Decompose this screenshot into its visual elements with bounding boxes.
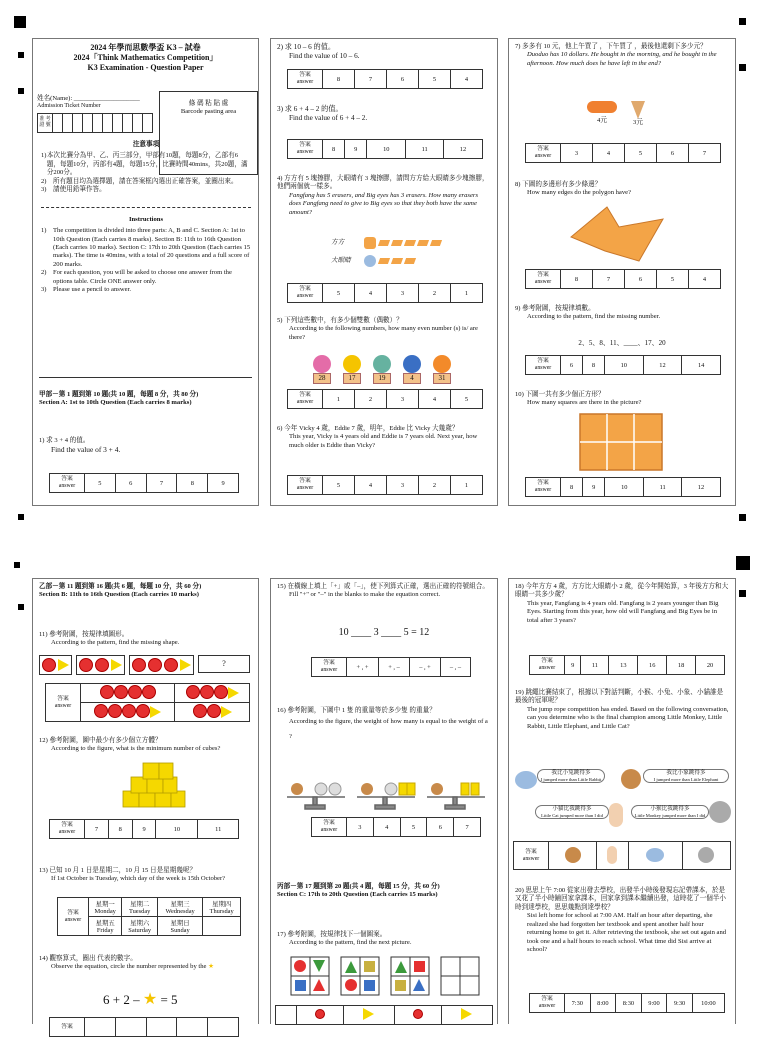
option-q2[interactable]: 6 <box>387 70 419 89</box>
notes-zh: 1) 本次比賽分為甲、乙、丙三部分，甲部有10題，每題8分，乙部有6題，每題10分，丙部有4題，每題15分，比賽時間40mins，共20題，滿分200分。 2) 所有題目均為選擇題，請在答案框內選出正確答案，並圈出來。 3) 請使用鉛筆作答。 <box>41 152 248 194</box>
answer-row-q5: 答案 answer 1 2 3 4 5 <box>287 389 483 409</box>
option-q3[interactable]: 8 <box>323 140 345 159</box>
question-9: 9) 參考附圖，按規律填數。 According to the pattern, find the missing number. <box>515 305 661 321</box>
rabbit-icon <box>607 846 617 864</box>
option-q4[interactable]: 5 <box>323 284 355 303</box>
elephant-icon <box>515 771 537 789</box>
option-q18[interactable]: 9 <box>565 656 581 675</box>
option-q20[interactable]: 9:30 <box>667 994 693 1013</box>
option-q15[interactable]: + , – <box>379 658 410 677</box>
option-q5[interactable]: 3 <box>387 390 419 409</box>
page-questions-11-14 <box>32 578 259 1030</box>
option-q11[interactable] <box>175 684 250 703</box>
notes-box <box>37 139 255 375</box>
option-q6[interactable]: 3 <box>387 476 419 495</box>
option-q4[interactable]: 3 <box>387 284 419 303</box>
eraser-icon <box>391 258 403 264</box>
option-q3[interactable]: 12 <box>444 140 483 159</box>
question-16: 16) 參考附圖，下圖中 1 隻 的重量等於多少隻 的重量？ According to the figure, the weight of how many is equal to the weight of a ? <box>277 707 488 740</box>
option-q10[interactable]: 11 <box>644 478 682 497</box>
question-5: 5) 下列這些數中，有多少個雙數（偶數）？ According to the following numbers, how many even number (s) is/ are there? <box>277 317 478 341</box>
option-q20[interactable]: 7:30 <box>565 994 591 1013</box>
option-q20[interactable]: 10:00 <box>692 994 724 1013</box>
option-q9[interactable]: 8 <box>582 356 604 375</box>
registration-mark <box>736 556 750 570</box>
option-q19[interactable] <box>549 842 597 870</box>
answer-row-q6: 答案 answer 5 4 3 2 1 <box>287 475 483 495</box>
option-q20[interactable]: 9:00 <box>641 994 667 1013</box>
question-20: 20) 思思上午 7:00 從家出發去學校，出發半小時後發現忘記帶課本，於是又花了半小時鋪回家拿課本，回家拿到課本繼續出發，這時花了一個半小時到達學校，思思幾點到達學校？ Sisi left home for school at 7:00 AM. Half an hour after departing, she realized she had forgotten her textbook and spent another half hour returning home to get it. After retrieving the textbook, she set out again and took one and a half hours to reach school. What time did Sisi arrive at school? <box>515 887 727 954</box>
ticket-label: Admission Ticket Number <box>37 103 101 110</box>
cube-stack-figure <box>119 759 189 815</box>
answer-row-q7: 答案 answer 3 4 5 6 7 <box>525 143 721 163</box>
option-q4[interactable]: 1 <box>451 284 483 303</box>
registration-mark <box>739 64 746 71</box>
answer-row-q19: 答案 answer <box>513 841 731 870</box>
title-zh: 2024 年學而思數學盃 K3 – 試卷 <box>90 43 201 52</box>
option-q6[interactable]: 1 <box>451 476 483 495</box>
dialogue-figure: 我比小兔跳得多 I jumped more than Little Rabbit 我比小象跳得多 I jumped more than Little Elephant 小貓比我跳得多 Little Cat jumped more than I did 小猴比我跳得多 Little Monkey jumped more than I did <box>513 767 733 837</box>
eraser-icon <box>404 240 416 246</box>
monster-icon <box>433 355 451 373</box>
registration-mark <box>14 16 26 28</box>
option-q18[interactable]: 20 <box>696 656 725 675</box>
option-q7[interactable]: 6 <box>657 144 689 163</box>
food-prices: 4元 3元 <box>587 101 645 127</box>
page-questions-18-20 <box>508 578 736 1024</box>
option-q3[interactable]: 9 <box>345 140 367 159</box>
question-14: 14) 觀察算式，圈出 代表的數字。 Observe the equation, circle the number represented by the ★ <box>39 955 215 971</box>
notes-en: 1) The competition is divided into three parts: A, B and C. Section A: 1st to 10th Question (Each carries 8 marks). Section B: 11th to 16th Question (Each carries 10 marks). Section C: 17th to 20th Question (Each carries 15 marks). The time is 40mins, with a total of 20 questions and a full score of 200 marks. 2) For each question, you will be asked to choose one answer from the options table. Circle ONE answer only. 3) Please use a pencil to answer. <box>41 227 251 294</box>
option-q12[interactable]: 7 <box>85 820 109 839</box>
number-sequence: 2、5、8、11、____、17、20 <box>578 339 666 347</box>
question-4: 4) 方方有 5 塊擦膠，大眼睛有 3 塊擦膠，請問方方給大眼睛多少塊擦膠，他們兩個就一樣多。 Fangfang has 5 erasers, and Big eyes has 3 erasers. How many erasers does Fangfang need to give to Big eyes so that they both have the same amount? <box>277 175 489 216</box>
speech-bubble-text: 我比小兔跳得多 <box>551 770 591 776</box>
option-q2[interactable]: 4 <box>451 70 483 89</box>
option-q5[interactable]: 2 <box>355 390 387 409</box>
option-q2[interactable]: 8 <box>323 70 355 89</box>
registration-mark <box>739 590 746 597</box>
title-en-2: K3 Examination - Question Paper <box>87 63 204 73</box>
ice-cream-icon <box>631 101 645 119</box>
red-circle-icon <box>42 658 56 672</box>
option-q5[interactable]: 5 <box>451 390 483 409</box>
barcode-area: 條 碼 粘 貼 處 Barcode pasting area <box>159 91 258 175</box>
character-icon <box>364 255 376 267</box>
answer-row-q8: 答案 answer 8 7 6 5 4 <box>525 269 721 289</box>
monkey-icon <box>565 847 581 863</box>
question-1: 1) 求 3 + 4 的值。 Find the value of 3 + 4. <box>39 437 121 455</box>
option-q7[interactable]: 7 <box>689 144 721 163</box>
option-q10[interactable]: 8 <box>561 478 583 497</box>
option-q19[interactable] <box>682 842 730 870</box>
answer-row-q9: 答案 answer 6 8 10 12 14 <box>525 355 721 375</box>
option-q3[interactable]: 10 <box>367 140 406 159</box>
option-q11[interactable] <box>175 703 250 722</box>
question-3: 3) 求 6 + 4 – 2 的值。 Find the value of 6 + 4 – 2. <box>277 105 368 123</box>
eraser-icon <box>404 258 416 264</box>
hotdog-icon <box>587 101 617 113</box>
answer-row-q4: 答案 answer 5 4 3 2 1 <box>287 283 483 303</box>
cat-icon <box>709 801 731 823</box>
page-cover <box>32 38 259 506</box>
ticket-number-grid[interactable]: 准 考 證 號 <box>37 113 153 133</box>
option-q19[interactable] <box>628 842 682 870</box>
monkey-icon <box>621 769 641 789</box>
option-q13[interactable]: 星期六 Saturday <box>122 917 158 936</box>
option-q18[interactable]: 16 <box>638 656 667 675</box>
monster-icon <box>313 355 331 373</box>
cat-icon <box>698 847 714 863</box>
eraser-icon <box>378 240 390 246</box>
option-q13[interactable]: 星期二 Tuesday <box>122 898 158 917</box>
option-q16[interactable]: 4 <box>373 818 400 837</box>
option-q20[interactable]: 8:00 <box>590 994 616 1013</box>
option-q2[interactable]: 7 <box>355 70 387 89</box>
question-6: 6) 今年 Vicky 4 歲，Eddie 7 歲，明年，Eddie 比 Vicky 大幾歲？ This year, Vicky is 4 years old and Eddie is 7 years old. Next year, how much older is Eddie than Vicky? <box>277 425 478 449</box>
answer-row-q12: 答案 answer 7 8 9 10 11 <box>49 819 239 839</box>
red-circle-icon <box>79 658 93 672</box>
balance-scales-figure <box>281 767 491 813</box>
option-q10[interactable]: 9 <box>583 478 605 497</box>
option-q1[interactable]: 5 <box>85 474 116 493</box>
option-q10[interactable]: 12 <box>682 478 721 497</box>
option-q7[interactable]: 4 <box>593 144 625 163</box>
question-18: 18) 今年方方 4 歲，方方比大眼睛小 2 歲，從今年開始算，3 年後方方和大眼睛一共多少歲？ This year, Fangfang is 4 years old. Fangfang is 2 years younger than Big Eyes. Starting from this year, how old will Fangfang and Big Eyes be in total after 3 years? <box>515 583 729 624</box>
option-q8[interactable]: 5 <box>657 270 689 289</box>
option-q17[interactable] <box>394 1006 441 1025</box>
star-icon: ★ <box>208 963 215 971</box>
question-7: 7) 多多有 10 元，他上午買了 ，下午買了 ，最後他還剩下多少元？ Duoduo has 10 dollars. He bought in the morning, and he bought in the afternoon. How much does he have left in the end? <box>515 43 717 67</box>
option-q7[interactable]: 5 <box>625 144 657 163</box>
option-q8[interactable]: 6 <box>625 270 657 289</box>
monster-icon <box>403 355 421 373</box>
speech-bubble-text: 小猴比我跳得多 <box>650 806 690 812</box>
option-q13[interactable]: 星期四 Thursday <box>203 898 241 917</box>
red-circle-icon <box>95 658 109 672</box>
option-q5[interactable]: 1 <box>323 390 355 409</box>
character-icon <box>364 237 376 249</box>
answer-row-q3: 答案 answer 8 9 10 11 12 <box>287 139 483 159</box>
answer-row-q14: 答案 <box>49 1017 239 1037</box>
yellow-triangle-icon <box>111 659 122 671</box>
option-q1[interactable]: 6 <box>115 474 146 493</box>
option-q6[interactable]: 4 <box>355 476 387 495</box>
option-q15[interactable]: – , + <box>410 658 441 677</box>
option-q8[interactable]: 7 <box>593 270 625 289</box>
red-circle-icon <box>148 658 162 672</box>
monster-numbers: 28 17 19 4 31 <box>313 355 451 384</box>
option-q5[interactable]: 4 <box>419 390 451 409</box>
option-q8[interactable]: 8 <box>561 270 593 289</box>
question-15: 15) 在橫線上填上「+」或「–」，使下列算式正確，選出正確的符號組合。 Fill "+" or "–" in the blanks to make the equation correct. <box>277 583 489 599</box>
shape-pattern <box>39 655 250 675</box>
option-q15[interactable]: + , + <box>347 658 379 677</box>
registration-mark <box>14 562 20 568</box>
question-12: 12) 參考附圖，圖中最少有多少個立方體？ According to the figure, what is the minimum number of cubes? <box>39 737 221 753</box>
answer-row-q1: 答案 answer 5 6 7 8 9 <box>49 473 239 493</box>
star-icon: ★ <box>142 991 158 1008</box>
registration-mark <box>739 18 746 25</box>
eraser-icon <box>391 240 403 246</box>
eraser-icon <box>378 258 390 264</box>
option-q10[interactable]: 10 <box>605 478 644 497</box>
question-17: 17) 參考附圖，按規律找下一個圖案。 According to the pattern, find the next picture. <box>277 931 412 947</box>
eraser-figure: 方方 大眼睛 <box>331 235 441 271</box>
notes-title: 注意事項 <box>132 141 160 148</box>
option-q12[interactable]: 10 <box>156 820 198 839</box>
option-q4[interactable]: 2 <box>419 284 451 303</box>
section-b-heading: 乙部－第 11 題到第 16 題(共 6 題，每題 10 分，共 60 分) Section B: 11th to 16th Question (Each carries 10 marks) <box>39 583 202 599</box>
speech-bubble-text: 我比小象跳得多 <box>666 770 706 776</box>
option-q9[interactable]: 6 <box>561 356 583 375</box>
page-questions-2-6 <box>270 38 498 506</box>
option-q16[interactable]: 6 <box>427 818 454 837</box>
option-q13[interactable]: 星期一 Monday <box>89 898 122 917</box>
registration-mark <box>18 604 24 610</box>
option-q1[interactable]: 7 <box>146 474 177 493</box>
option-q1[interactable]: 8 <box>177 474 208 493</box>
option-q13[interactable]: 星期五 Friday <box>89 917 122 936</box>
option-q4[interactable]: 4 <box>355 284 387 303</box>
rabbit-icon <box>609 803 623 827</box>
page-questions-15-17 <box>270 578 498 1024</box>
option-q16[interactable]: 3 <box>347 818 374 837</box>
registration-mark <box>739 514 746 521</box>
page-questions-7-10 <box>508 38 736 506</box>
option-q17[interactable] <box>441 1006 492 1025</box>
question-10: 10) 下圖一共有多少個正方形？ How many squares are there in the picture? <box>515 391 642 407</box>
section-c-heading: 丙部－第 17 題到第 20 題(共 4 題，每題 15 分，共 60 分) Section C: 17th to 20th Question (Each carries 15 marks) <box>277 883 440 899</box>
question-13: 13) 已知 10 月 1 日是星期二，10 月 15 日是星期幾呢？ If 1st October is Tuesday, which day of the week is 15th October? <box>39 867 226 883</box>
answer-row-q15: 答案 answer + , + + , – – , + – , – <box>311 657 471 677</box>
registration-mark <box>18 88 24 94</box>
instructions-title: Instructions <box>128 215 164 223</box>
option-q18[interactable]: 18 <box>667 656 696 675</box>
option-q7[interactable]: 3 <box>561 144 593 163</box>
yellow-triangle-icon <box>180 659 191 671</box>
answer-row-q2: 答案 answer 8 7 6 5 4 <box>287 69 483 89</box>
option-q17[interactable] <box>343 1006 394 1025</box>
option-q9[interactable]: 12 <box>643 356 682 375</box>
eraser-icon <box>417 240 429 246</box>
option-q17[interactable] <box>297 1006 344 1025</box>
option-q13[interactable]: 星期三 Wednesday <box>157 898 202 917</box>
polygon-figure <box>567 205 667 265</box>
option-q11[interactable] <box>81 703 175 722</box>
option-q9[interactable]: 10 <box>604 356 643 375</box>
option-q2[interactable]: 5 <box>419 70 451 89</box>
registration-mark <box>18 514 24 520</box>
speech-bubble-text: 小貓比我跳得多 <box>552 806 592 812</box>
star-equation: 6 + 2 – ★ = 5 <box>103 991 178 1008</box>
option-q9[interactable]: 14 <box>682 356 721 375</box>
answer-row-q17 <box>275 1005 493 1025</box>
option-q6[interactable]: 2 <box>419 476 451 495</box>
question-19: 19) 跳繩比賽結束了，根據以下對話判斷，小猴、小兔、小象、小貓誰是最後的冠軍呢？ The jump rope competition has ended. Based on the following conversation, can you determine who is the final champion among Little Monkey, Little Rabbit, Little Elephant, and Little Cat? <box>515 689 729 730</box>
title-en: 2024「Think Mathematics Competition」 <box>73 53 218 63</box>
question-2: 2) 求 10 – 6 的值。 Find the value of 10 – 6. <box>277 43 360 61</box>
option-q15[interactable]: – , – <box>440 658 470 677</box>
option-q16[interactable]: 7 <box>454 818 481 837</box>
red-circle-icon <box>164 658 178 672</box>
answer-row-q13: 答案 answer 星期一 Monday 星期二 Tuesday 星期三 Wednesday 星期四 Thursday 星期五 Friday 星期六 Saturday 星期日 Sunday <box>57 897 241 936</box>
monster-icon <box>343 355 361 373</box>
missing-shape: ? <box>222 659 226 668</box>
question-8: 8) 下圖的多邊形有多少條邊？ How many edges do the polygon have? <box>515 181 632 197</box>
option-q11[interactable] <box>81 684 175 703</box>
registration-mark <box>18 52 24 58</box>
yellow-triangle-icon <box>58 659 69 671</box>
square-grid-figure <box>579 413 663 473</box>
option-q20[interactable]: 8:30 <box>616 994 642 1013</box>
red-circle-icon <box>132 658 146 672</box>
answer-row-q11: 答案 answer <box>45 683 250 722</box>
name-label: 姓名(Name): ____________________ <box>37 95 140 102</box>
option-q1[interactable]: 9 <box>208 474 239 493</box>
answer-row-q18: 答案 answer 9 11 13 16 18 20 <box>529 655 725 675</box>
option-q3[interactable]: 11 <box>406 140 444 159</box>
option-q6[interactable]: 5 <box>323 476 355 495</box>
option-q12[interactable]: 11 <box>198 820 239 839</box>
section-a-heading: 甲部－第 1 題到第 10 題(共 10 題，每題 8 分，共 80 分) Section A: 1st to 10th Question (Each carries 8 marks) <box>39 391 199 407</box>
equation: 10 ____ 3 ____ 5 = 12 <box>338 627 430 638</box>
option-q18[interactable]: 13 <box>609 656 638 675</box>
option-q19[interactable] <box>597 842 628 870</box>
option-q18[interactable]: 11 <box>581 656 609 675</box>
option-q13[interactable]: 星期日 Sunday <box>157 917 202 936</box>
pattern-grids-figure <box>291 957 481 997</box>
answer-row-q16: 答案 answer 3 4 5 6 7 <box>311 817 481 837</box>
option-q12[interactable]: 8 <box>108 820 132 839</box>
answer-row-q20: 答案 answer 7:30 8:00 8:30 9:00 9:30 10:00 <box>529 993 725 1013</box>
option-q8[interactable]: 4 <box>689 270 721 289</box>
answer-row-q10: 答案 answer 8 9 10 11 12 <box>525 477 721 497</box>
elephant-icon <box>646 848 664 862</box>
eraser-icon <box>430 240 442 246</box>
option-q16[interactable]: 5 <box>400 818 427 837</box>
option-q12[interactable]: 9 <box>132 820 156 839</box>
monster-icon <box>373 355 391 373</box>
question-11: 11) 參考附圖，按規律填圖形。 According to the pattern, find the missing shape. <box>39 631 180 647</box>
